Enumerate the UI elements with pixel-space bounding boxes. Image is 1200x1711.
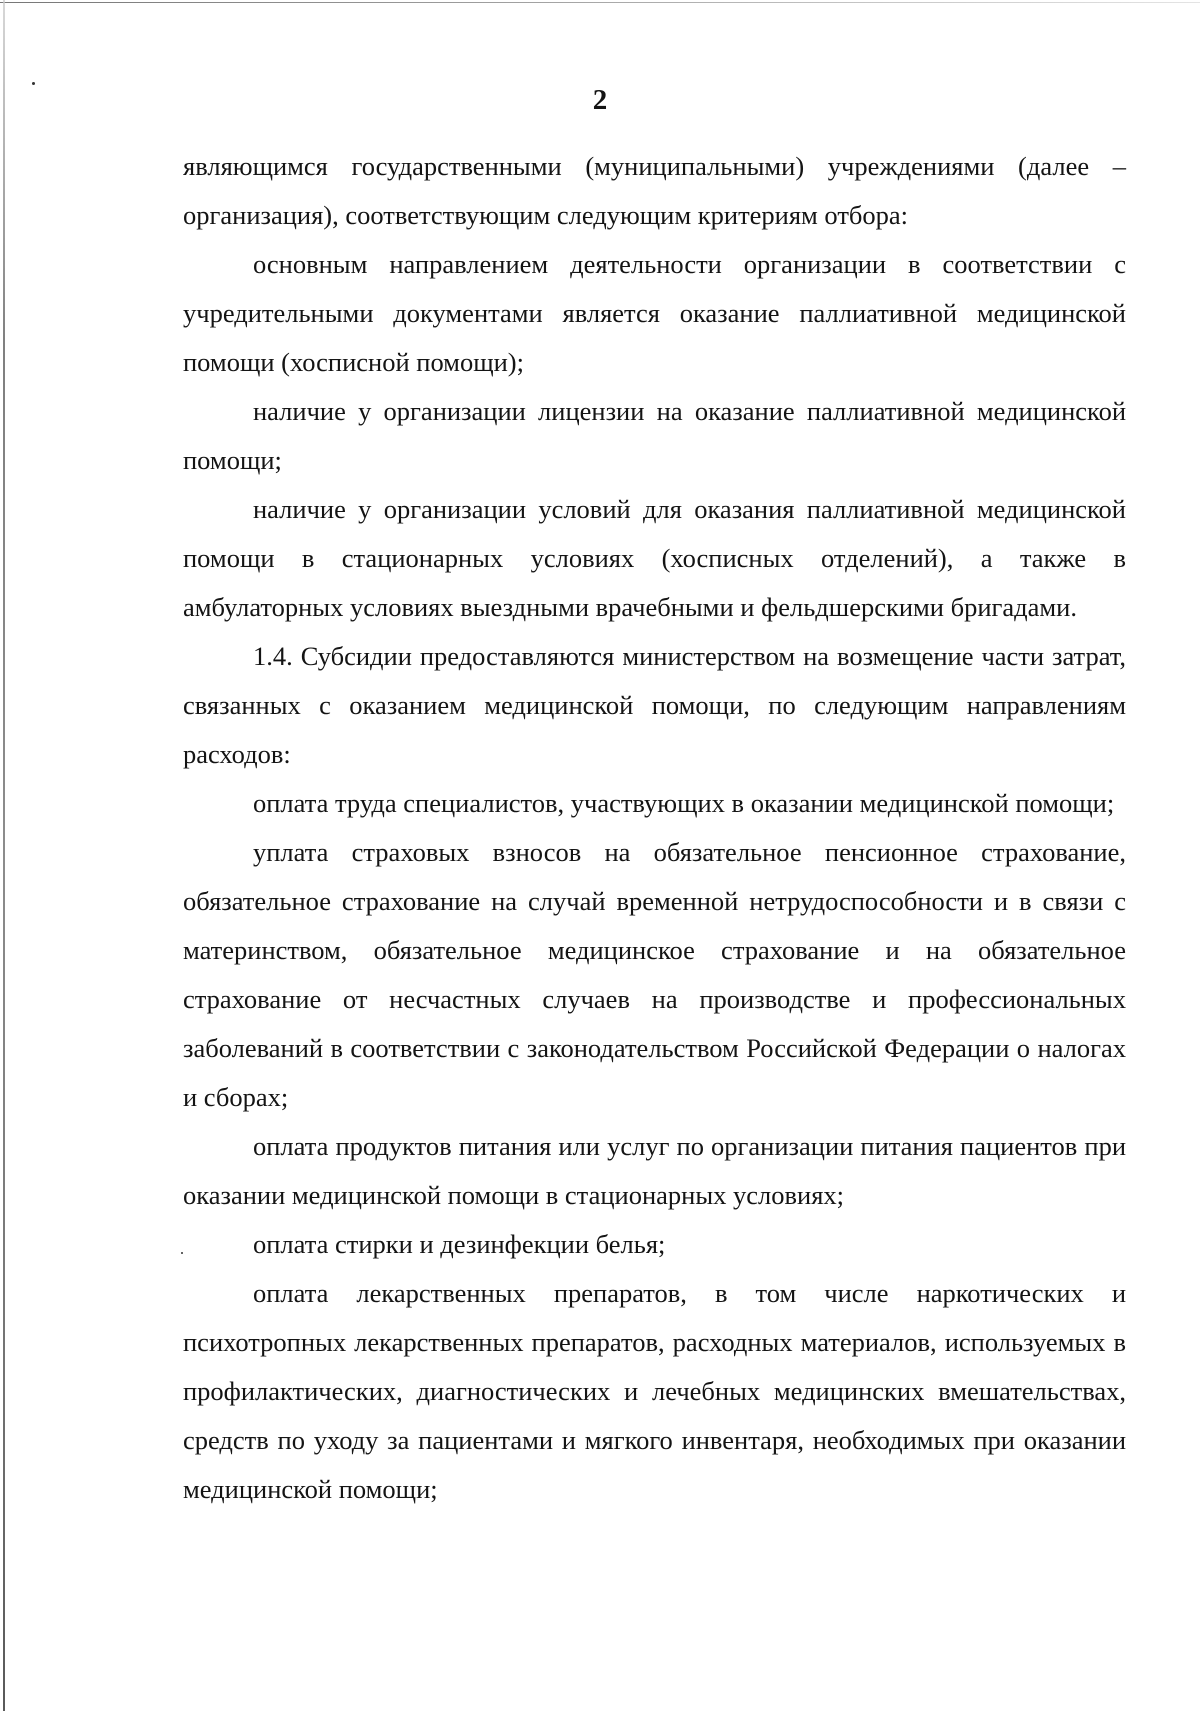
scan-edge-top (0, 2, 1200, 3)
paragraph-section-1-4: 1.4. Субсидии предоставляются министерством на возмещение части затрат, связанных с оказанием медицинской помощи, по следующим направлениям расходов: (183, 641, 1126, 769)
document-body (183, 142, 1126, 1514)
paragraph-main-activity: основным направлением деятельности организации в соответствии с учредительными документами является оказание паллиативной медицинской помощи (хосписной помощи); (183, 249, 1126, 377)
paragraph-conditions: наличие у организации условий для оказания паллиативной медицинской помощи в стационарных условиях (хосписных отделений), а также в амбулаторных условиях выездными врачебными и фельдшерскими бригадами. (183, 494, 1126, 622)
scan-edge-left (3, 0, 5, 1711)
paragraph-license: наличие у организации лицензии на оказание паллиативной медицинской помощи; (183, 396, 1126, 475)
page-number: 2 (592, 84, 608, 116)
paragraph-organization-criteria: являющимся государственными (муниципальными) учреждениями (далее – организация), соответствующим следующим критериям отбора: (183, 151, 1126, 230)
paragraph-food-payment: оплата продуктов питания или услуг по организации питания пациентов при оказании медицинской помощи в стационарных условиях; (183, 1131, 1126, 1210)
paragraph-laundry-payment: оплата стирки и дезинфекции белья; (253, 1229, 666, 1259)
paragraph-labor-payment: оплата труда специалистов, участвующих в оказании медицинской помощи; (253, 788, 1115, 818)
scan-speck (32, 82, 35, 85)
paragraph-insurance-contributions: уплата страховых взносов на обязательное пенсионное страхование, обязательное страхование на случай временной нетрудоспособности и в связи с материнством, обязательное медицинское страхование и на обязательное страхование от несчастных случаев на производстве и профессиональных заболеваний в соответствии с законодательством Российской Федерации о налогах и сборах; (183, 837, 1126, 1112)
paragraph-medicines-payment: оплата лекарственных препаратов, в том числе наркотических и психотропных лекарственных препаратов, расходных материалов, используемых в профилактических, диагностических и лечебных медицинских вмешательствах, средств по уходу за пациентами и мягкого инвентаря, необходимых при оказании медицинской помощи; (183, 1278, 1126, 1504)
